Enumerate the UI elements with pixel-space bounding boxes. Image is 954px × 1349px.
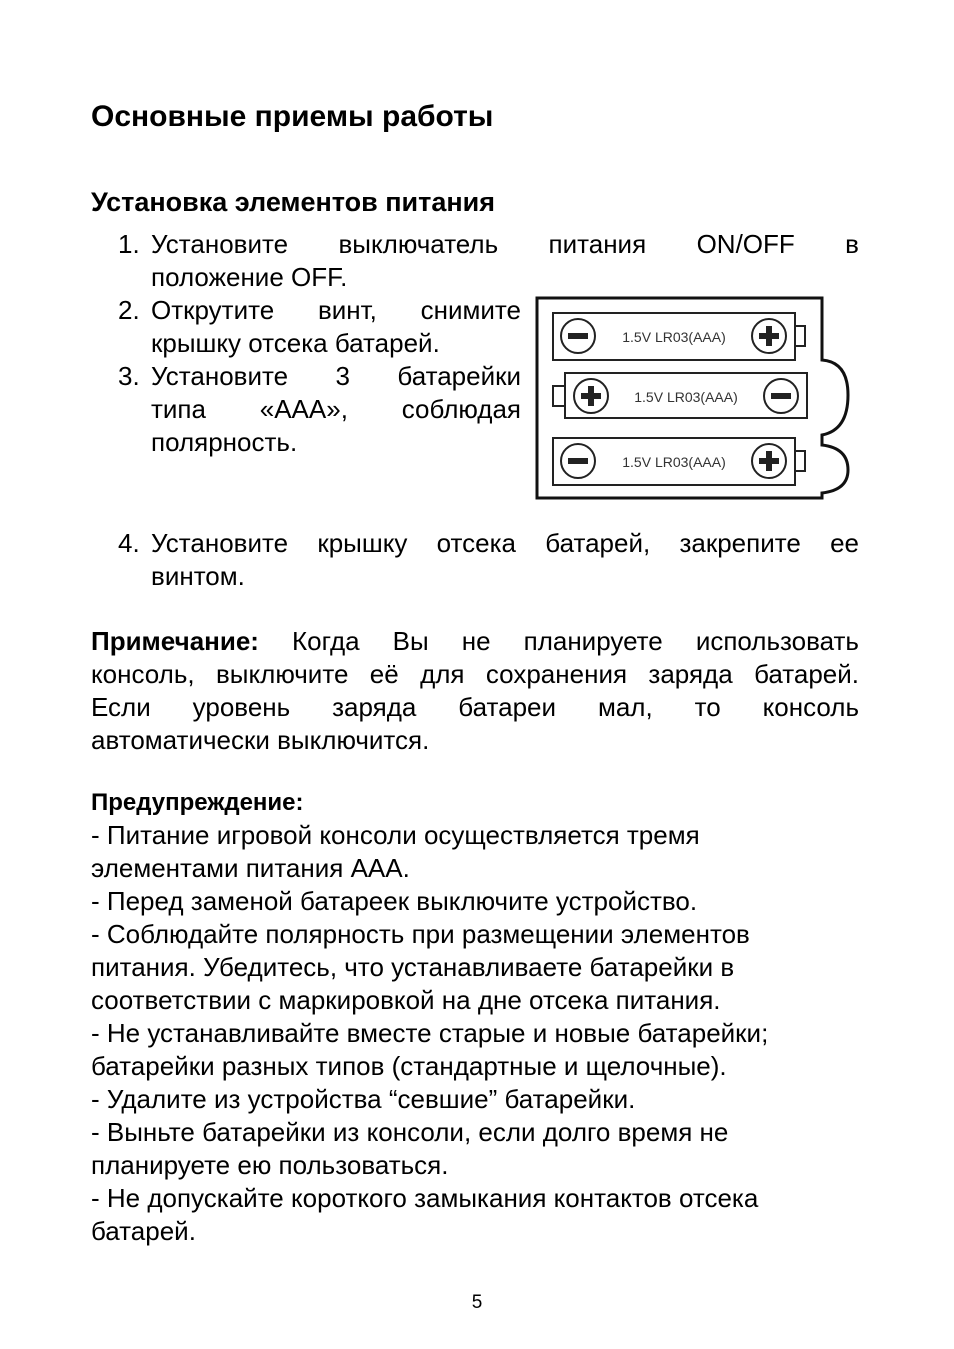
section-title: Установка элементов питания — [91, 187, 496, 217]
battery-label: 1.5V LR03(AAA) — [622, 454, 726, 470]
step-text: крышку отсека батарей. — [151, 328, 440, 358]
warning-line: батарей. — [91, 1216, 196, 1246]
step-text: Установите крышку отсека батарей, закрепите ее — [151, 528, 859, 558]
warning-line: соответствии с маркировкой на дне отсека питания. — [91, 985, 721, 1015]
warning-line: планируете ею пользоваться. — [91, 1150, 449, 1180]
battery-1 — [553, 313, 805, 360]
step-text: положение OFF. — [151, 262, 348, 292]
page-number: 5 — [471, 1292, 483, 1313]
battery-label: 1.5V LR03(AAA) — [622, 329, 726, 345]
step-text: Установите выключатель питания ON/OFF в — [151, 229, 859, 259]
step-text: Открутите винт, снимите — [151, 295, 521, 325]
note-label: Примечание: — [91, 626, 259, 656]
note-text: автоматически выключится. — [91, 725, 430, 755]
warning-line: питания. Убедитесь, что устанавливаете батарейки в — [91, 952, 735, 982]
battery-label: 1.5V LR03(AAA) — [634, 389, 738, 405]
warning-label: Предупреждение: — [91, 789, 304, 816]
warning-line: - Не допускайте короткого замыкания контактов отсека — [91, 1183, 759, 1213]
warning-line: - Выньте батарейки из консоли, если долго время не — [91, 1117, 729, 1147]
page-title: Основные приемы работы — [91, 100, 494, 133]
step-text: полярность. — [151, 427, 298, 457]
warning — [91, 786, 871, 1248]
note-text: Если уровень заряда батареи мал, то консоль — [91, 692, 859, 722]
step-number: 3. — [118, 361, 140, 391]
warning-line: батарейки разных типов (стандартные и щелочные). — [91, 1051, 727, 1081]
note-text: консоль, выключите её для сохранения заряда батарей. — [91, 659, 859, 689]
battery-2 — [553, 373, 807, 418]
note — [91, 625, 859, 757]
warning-line: - Питание игровой консоли осуществляется тремя — [91, 820, 700, 850]
step-number: 1. — [118, 229, 140, 259]
warning-line: - Удалите из устройства “севшие” батарейки. — [91, 1084, 636, 1114]
warning-line: - Не устанавливайте вместе старые и новые батарейки; — [91, 1018, 769, 1048]
step-text: типа «AAA», соблюдая — [151, 394, 521, 424]
step-number: 4. — [118, 528, 140, 558]
battery-3 — [553, 438, 805, 485]
battery-compartment-diagram — [530, 290, 860, 505]
step-text: Установите 3 батарейки — [151, 361, 521, 391]
warning-line: - Перед заменой батареек выключите устройство. — [91, 886, 698, 916]
step-text: винтом. — [151, 561, 245, 591]
note-text: Когда Вы не планируете использовать — [292, 626, 859, 656]
warning-line: - Соблюдайте полярность при размещении элементов — [91, 919, 750, 949]
warning-line: элементами питания AAA. — [91, 853, 410, 883]
step-number: 2. — [118, 295, 140, 325]
